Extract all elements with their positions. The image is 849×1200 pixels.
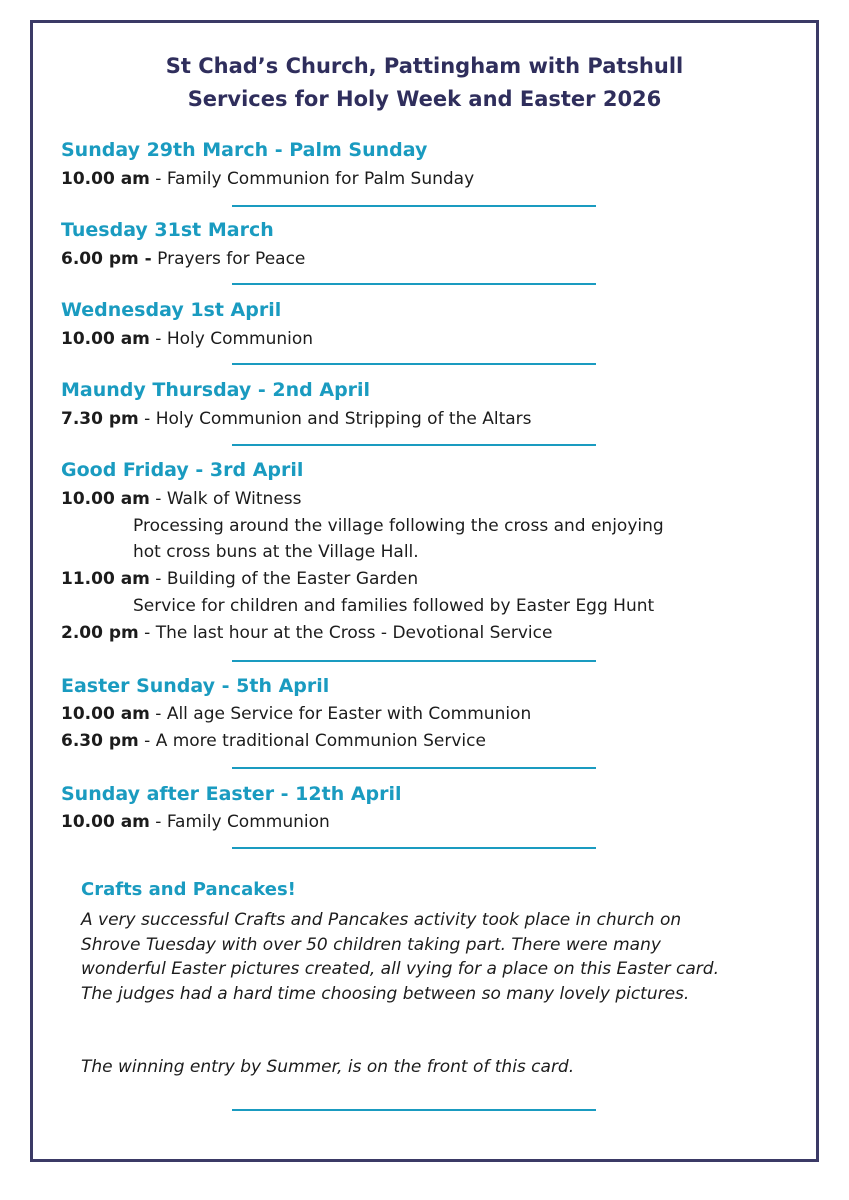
service-line <box>61 489 302 509</box>
section-heading: Sunday after Easter - 12th April <box>61 783 402 805</box>
service-description: Prayers for Peace <box>151 249 306 269</box>
section-divider <box>232 283 596 285</box>
section-divider <box>232 847 596 849</box>
service-line <box>61 329 313 349</box>
section-heading: Good Friday - 3rd April <box>61 459 304 481</box>
service-detail: Processing around the village following the cross and enjoying <box>133 516 664 536</box>
section-heading: Sunday 29th March - Palm Sunday <box>61 139 428 161</box>
service-time: 10.00 am <box>61 812 150 832</box>
footer-divider <box>232 1109 596 1111</box>
service-description: - Family Communion for Palm Sunday <box>149 169 475 189</box>
service-time: 10.00 am <box>61 704 150 724</box>
service-line <box>61 731 486 751</box>
service-time: 2.00 pm <box>61 623 139 643</box>
service-time: 10.00 am <box>61 489 150 509</box>
service-description: - Holy Communion <box>149 329 314 349</box>
section-heading: Easter Sunday - 5th April <box>61 675 330 697</box>
section-heading: Tuesday 31st March <box>61 219 274 241</box>
section-divider <box>232 363 596 365</box>
section-divider <box>232 660 596 662</box>
service-line <box>61 623 552 643</box>
service-detail: Service for children and families followed by Easter Egg Hunt <box>133 596 655 616</box>
section-heading: Maundy Thursday - 2nd April <box>61 379 371 401</box>
church-title: St Chad’s Church, Pattingham with Patshull <box>165 54 684 78</box>
service-line <box>61 569 418 589</box>
section-divider <box>232 767 596 769</box>
service-line <box>61 704 531 724</box>
services-title: Services for Holy Week and Easter 2026 <box>187 87 662 111</box>
crafts-paragraph: A very successful Crafts and Pancakes activity took place in church on Shrove Tuesday with over 50 children taking part. There were many wonderful Easter pictures created, all vying for a place on this Easter card. The judges had a hard time choosing between so many lovely pictures. <box>81 910 719 1004</box>
section-divider <box>232 205 596 207</box>
service-description: - Building of the Easter Garden <box>149 569 419 589</box>
service-description: - Family Communion <box>149 812 330 832</box>
section-heading: Wednesday 1st April <box>61 299 282 321</box>
service-description: - The last hour at the Cross - Devotional Service <box>138 623 553 643</box>
service-description: - All age Service for Easter with Communion <box>149 704 532 724</box>
service-time: 11.00 am <box>61 569 150 589</box>
service-line <box>61 169 474 189</box>
service-description: - A more traditional Communion Service <box>138 731 486 751</box>
service-detail: hot cross buns at the Village Hall. <box>133 542 419 562</box>
service-time: 10.00 am <box>61 329 150 349</box>
service-line <box>61 812 330 832</box>
service-time: 6.30 pm <box>61 731 139 751</box>
section-divider <box>232 444 596 446</box>
service-description: - Holy Communion and Stripping of the Altars <box>138 409 532 429</box>
service-line <box>61 409 532 429</box>
winning-entry-note: The winning entry by Summer, is on the front of this card. <box>81 1057 575 1077</box>
crafts-heading: Crafts and Pancakes! <box>81 879 296 900</box>
service-line <box>61 249 305 269</box>
service-time: 6.00 pm - <box>61 249 152 269</box>
service-time: 7.30 pm <box>61 409 139 429</box>
service-description: - Walk of Witness <box>149 489 302 509</box>
service-time: 10.00 am <box>61 169 150 189</box>
